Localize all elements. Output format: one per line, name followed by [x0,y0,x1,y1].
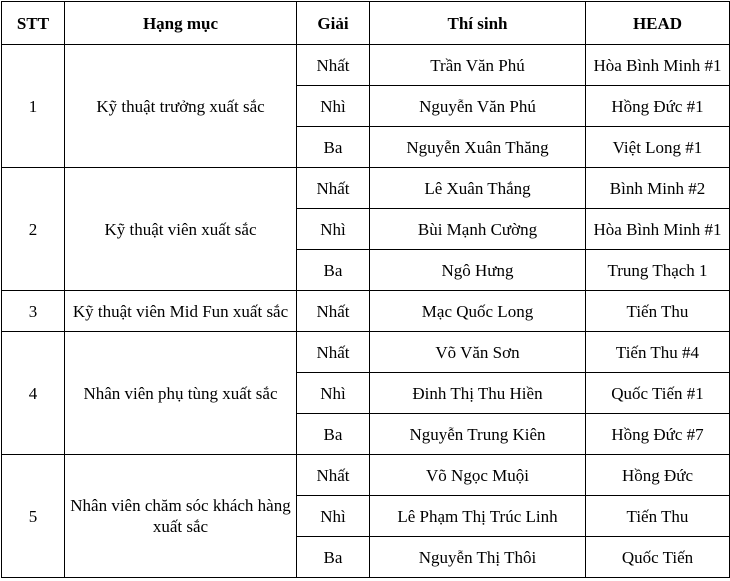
cell-contestant: Nguyễn Thị Thôi [370,537,586,578]
cell-prize: Nhì [297,209,370,250]
cell-head: Tiến Thu [586,496,730,537]
cell-prize: Ba [297,414,370,455]
cell-contestant: Võ Ngọc Muội [370,455,586,496]
table-row [2,332,730,373]
cell-contestant: Lê Phạm Thị Trúc Linh [370,496,586,537]
cell-head: Quốc Tiến #1 [586,373,730,414]
cell-stt: 5 [2,455,65,578]
cell-category: Nhân viên chăm sóc khách hàng xuất sắc [65,455,297,578]
cell-contestant: Lê Xuân Thắng [370,168,586,209]
cell-prize: Ba [297,127,370,168]
cell-stt: 4 [2,332,65,455]
cell-prize: Nhất [297,291,370,332]
table-row [2,168,730,209]
cell-category: Kỹ thuật viên Mid Fun xuất sắc [65,291,297,332]
cell-prize: Nhì [297,496,370,537]
awards-table [1,1,730,578]
header-prize: Giải [297,2,370,45]
cell-prize: Nhất [297,168,370,209]
cell-head: Hòa Bình Minh #1 [586,45,730,86]
table-row [2,45,730,86]
cell-head: Bình Minh #2 [586,168,730,209]
cell-head: Tiến Thu #4 [586,332,730,373]
cell-stt: 1 [2,45,65,168]
cell-contestant: Đinh Thị Thu Hiền [370,373,586,414]
cell-head: Tiến Thu [586,291,730,332]
cell-contestant: Nguyễn Văn Phú [370,86,586,127]
table-row [2,455,730,496]
header-category: Hạng mục [65,2,297,45]
header-contestant: Thí sinh [370,2,586,45]
cell-head: Hồng Đức [586,455,730,496]
cell-head: Hòa Bình Minh #1 [586,209,730,250]
cell-prize: Nhất [297,455,370,496]
cell-category: Kỹ thuật viên xuất sắc [65,168,297,291]
cell-category: Kỹ thuật trưởng xuất sắc [65,45,297,168]
cell-head: Hồng Đức #1 [586,86,730,127]
header-stt: STT [2,2,65,45]
header-row [2,2,730,45]
cell-prize: Nhất [297,45,370,86]
cell-stt: 2 [2,168,65,291]
cell-head: Quốc Tiến [586,537,730,578]
cell-stt: 3 [2,291,65,332]
cell-contestant: Bùi Mạnh Cường [370,209,586,250]
cell-prize: Ba [297,250,370,291]
cell-contestant: Trần Văn Phú [370,45,586,86]
cell-prize: Nhì [297,373,370,414]
cell-prize: Nhì [297,86,370,127]
cell-contestant: Mạc Quốc Long [370,291,586,332]
cell-head: Hồng Đức #7 [586,414,730,455]
cell-prize: Nhất [297,332,370,373]
cell-contestant: Ngô Hưng [370,250,586,291]
cell-prize: Ba [297,537,370,578]
cell-head: Việt Long #1 [586,127,730,168]
table-row [2,291,730,332]
header-head: HEAD [586,2,730,45]
cell-contestant: Nguyễn Trung Kiên [370,414,586,455]
cell-category: Nhân viên phụ tùng xuất sắc [65,332,297,455]
cell-head: Trung Thạch 1 [586,250,730,291]
cell-contestant: Nguyễn Xuân Thăng [370,127,586,168]
cell-contestant: Võ Văn Sơn [370,332,586,373]
